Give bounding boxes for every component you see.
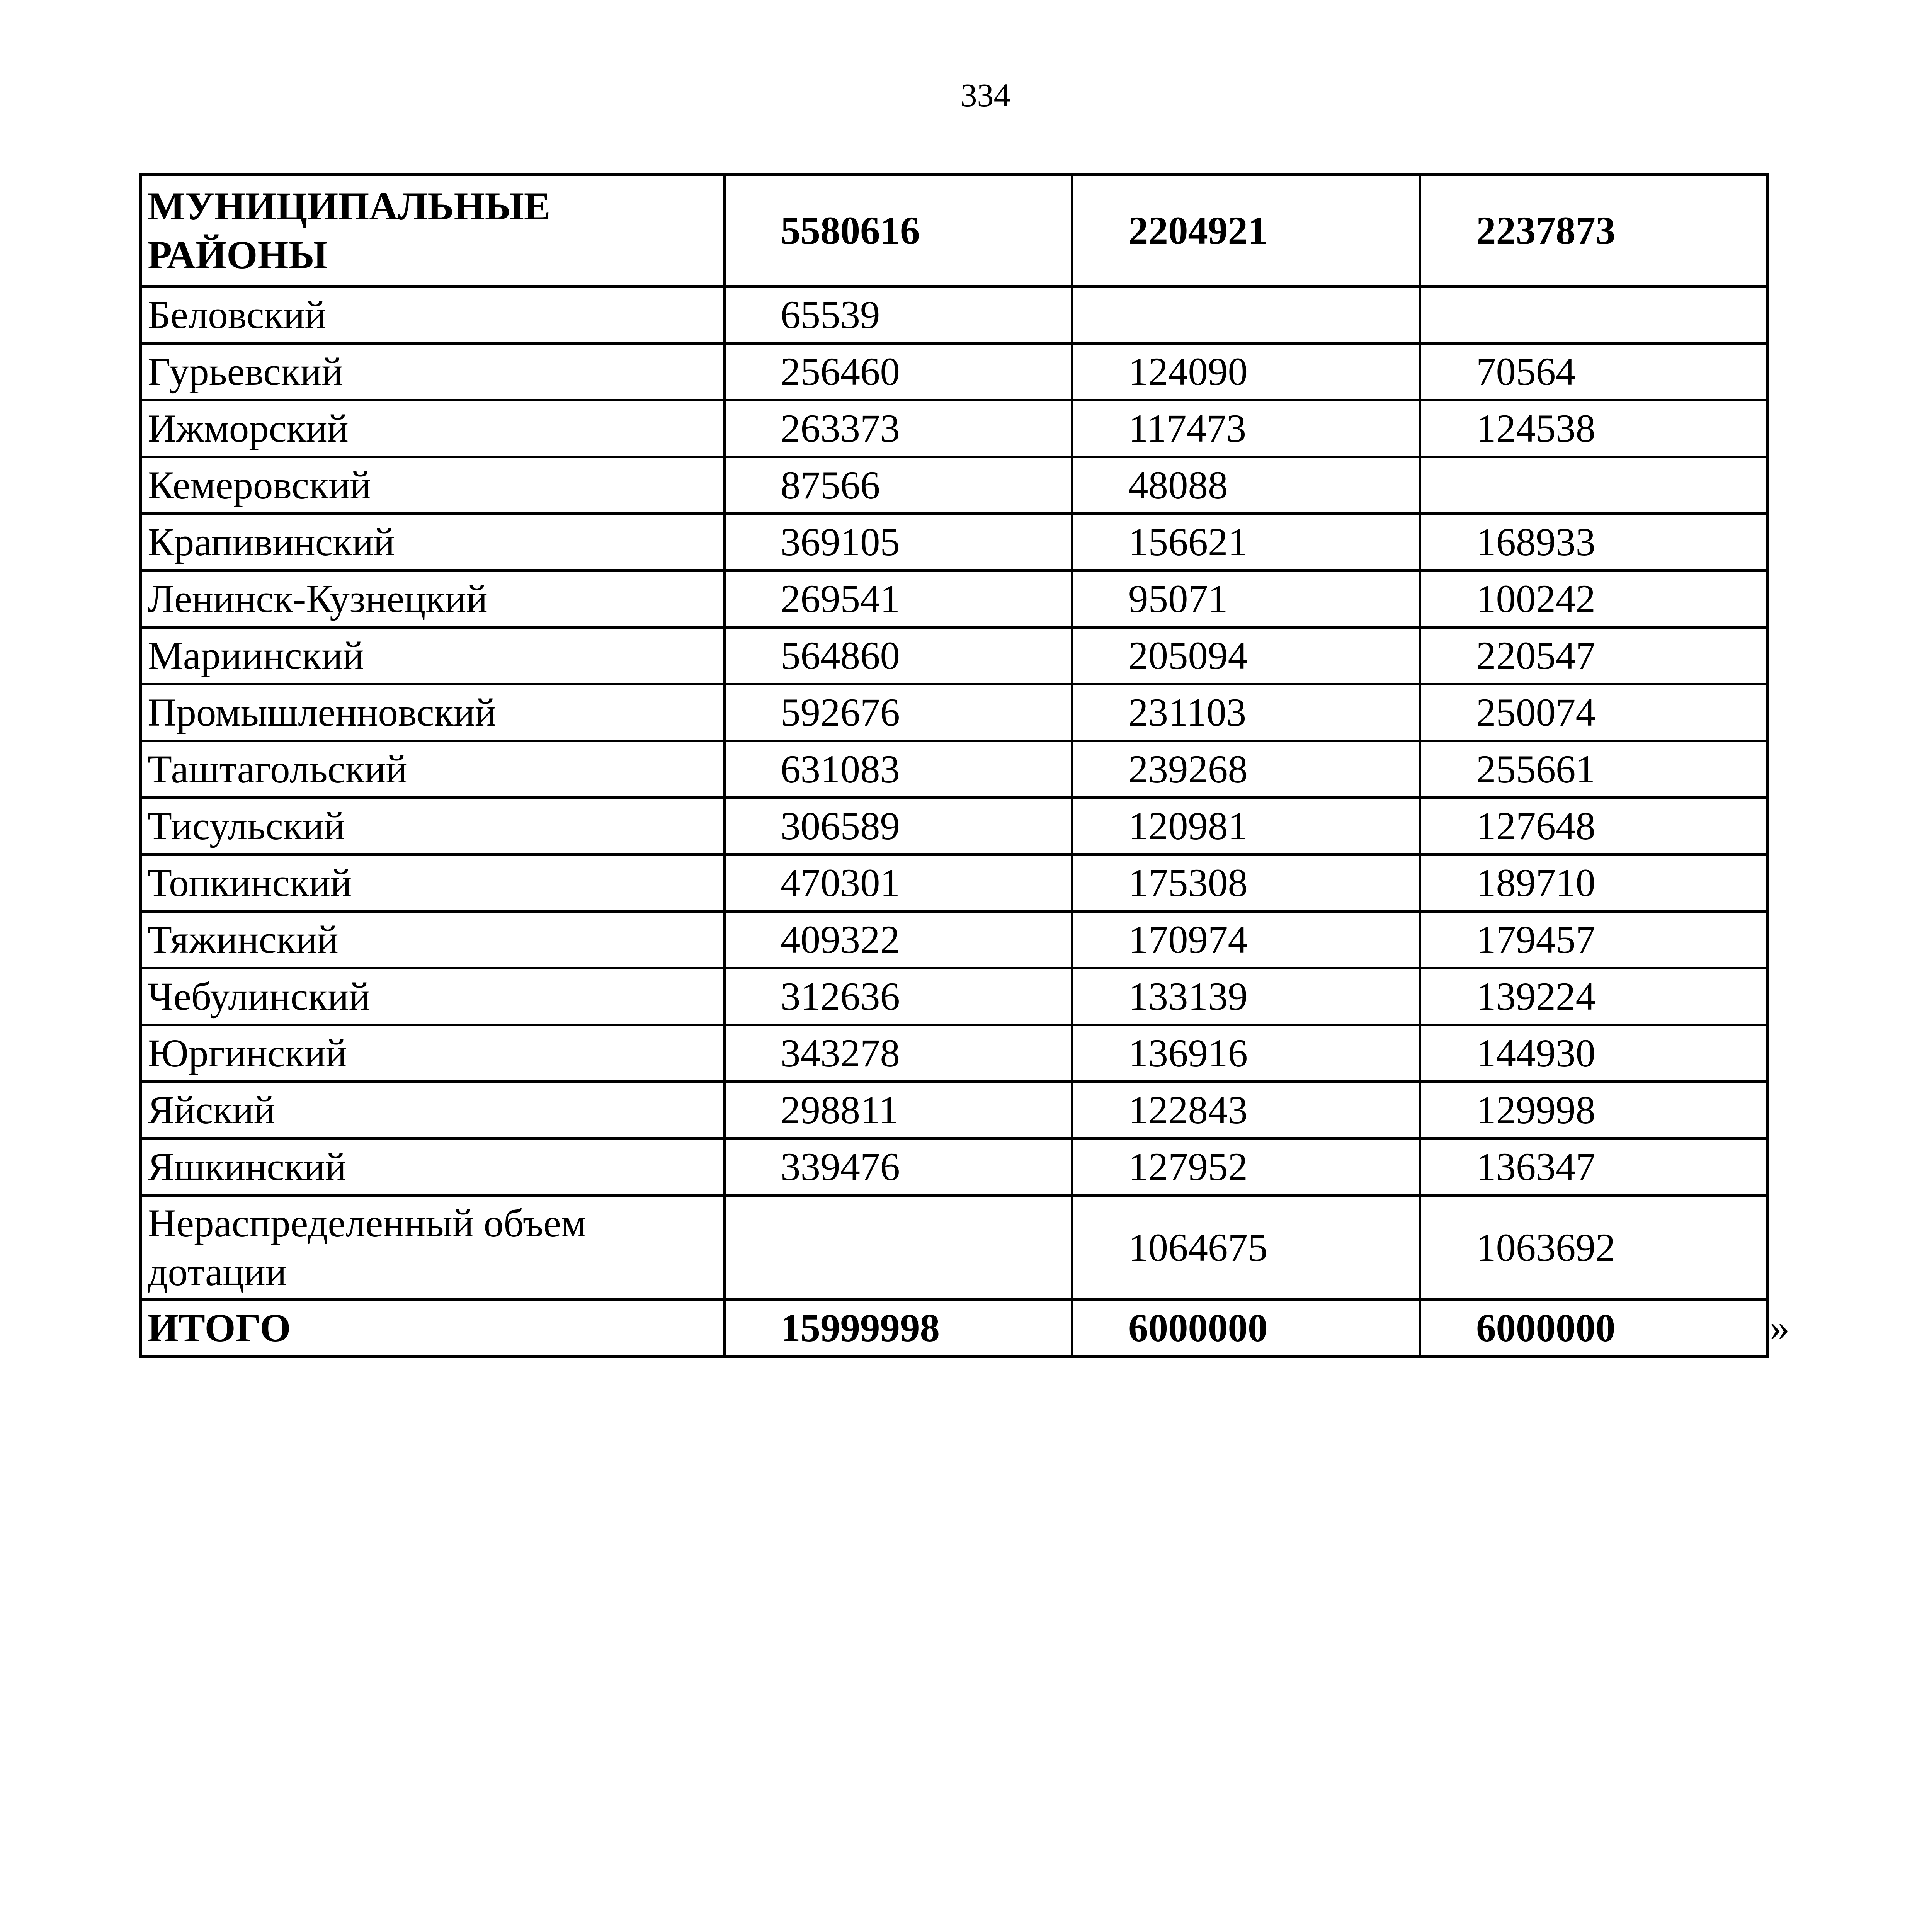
value-col1-cell: 369105 xyxy=(725,514,1072,571)
value-col3-cell: 100242 xyxy=(1420,571,1768,628)
value-col1-cell: 65539 xyxy=(725,287,1072,344)
value-col3-cell: 255661 xyxy=(1420,741,1768,798)
table-row xyxy=(141,344,1768,400)
table-row xyxy=(141,1082,1768,1139)
table-row xyxy=(141,684,1768,741)
value-col1-cell: 298811 xyxy=(725,1082,1072,1139)
header-col1-cell: 5580616 xyxy=(725,175,1072,287)
value-col1-cell: 263373 xyxy=(725,400,1072,457)
district-name-cell: Ленинск-Кузнецкий xyxy=(141,571,725,628)
value-col2-cell: 175308 xyxy=(1072,855,1420,912)
value-col2-cell: 133139 xyxy=(1072,968,1420,1025)
district-name-cell: Тяжинский xyxy=(141,912,725,968)
table-row xyxy=(141,1139,1768,1196)
value-col1-cell: 269541 xyxy=(725,571,1072,628)
table-row xyxy=(141,287,1768,344)
value-col3-cell: 168933 xyxy=(1420,514,1768,571)
district-name-cell: Мариинский xyxy=(141,628,725,684)
value-col2-cell: 231103 xyxy=(1072,684,1420,741)
value-col3-cell: 70564 xyxy=(1420,344,1768,400)
district-name-cell: Крапивинский xyxy=(141,514,725,571)
value-col3-cell: 179457 xyxy=(1420,912,1768,968)
district-name-cell: Яшкинский xyxy=(141,1139,725,1196)
value-col1-cell: 564860 xyxy=(725,628,1072,684)
table-row xyxy=(141,798,1768,855)
value-col2-cell: 156621 xyxy=(1072,514,1420,571)
budget-table xyxy=(139,173,1769,1358)
value-col2-cell: 48088 xyxy=(1072,457,1420,514)
value-col1-cell: 87566 xyxy=(725,457,1072,514)
value-col3-cell: 189710 xyxy=(1420,855,1768,912)
table-row xyxy=(141,1025,1768,1082)
table-row xyxy=(141,457,1768,514)
table-row xyxy=(141,855,1768,912)
unallocated-col3-cell: 1063692 xyxy=(1420,1196,1768,1300)
value-col2-cell: 117473 xyxy=(1072,400,1420,457)
value-col3-cell: 129998 xyxy=(1420,1082,1768,1139)
district-name-cell: Чебулинский xyxy=(141,968,725,1025)
table-row xyxy=(141,571,1768,628)
value-col2-cell: 205094 xyxy=(1072,628,1420,684)
value-col2-cell: 122843 xyxy=(1072,1082,1420,1139)
value-col3-cell xyxy=(1420,287,1768,344)
closing-quote-mark: » xyxy=(1770,1305,1790,1349)
table-row xyxy=(141,968,1768,1025)
value-col1-cell: 306589 xyxy=(725,798,1072,855)
value-col1-cell: 631083 xyxy=(725,741,1072,798)
district-name-cell: Таштагольский xyxy=(141,741,725,798)
value-col3-cell: 250074 xyxy=(1420,684,1768,741)
district-name-cell: Гурьевский xyxy=(141,344,725,400)
table-row xyxy=(141,514,1768,571)
district-name-cell: Яйский xyxy=(141,1082,725,1139)
value-col2-cell: 127952 xyxy=(1072,1139,1420,1196)
value-col3-cell xyxy=(1420,457,1768,514)
unallocated-row xyxy=(141,1196,1768,1300)
unallocated-name-cell: Нераспределенный объем дотации xyxy=(141,1196,725,1300)
value-col3-cell: 136347 xyxy=(1420,1139,1768,1196)
district-name-cell: Юргинский xyxy=(141,1025,725,1082)
header-name-cell: МУНИЦИПАЛЬНЫЕ РАЙОНЫ xyxy=(141,175,725,287)
district-name-cell: Промышленновский xyxy=(141,684,725,741)
total-name-cell: ИТОГО xyxy=(141,1300,725,1357)
total-col1-cell: 15999998 xyxy=(725,1300,1072,1357)
table-row xyxy=(141,912,1768,968)
value-col3-cell: 220547 xyxy=(1420,628,1768,684)
district-name-cell: Тисульский xyxy=(141,798,725,855)
value-col2-cell: 170974 xyxy=(1072,912,1420,968)
district-name-cell: Беловский xyxy=(141,287,725,344)
header-col2-cell: 2204921 xyxy=(1072,175,1420,287)
value-col1-cell: 409322 xyxy=(725,912,1072,968)
value-col2-cell: 136916 xyxy=(1072,1025,1420,1082)
unallocated-col2-cell: 1064675 xyxy=(1072,1196,1420,1300)
total-col3-cell: 6000000 xyxy=(1420,1300,1768,1357)
table-row xyxy=(141,400,1768,457)
value-col1-cell: 470301 xyxy=(725,855,1072,912)
value-col3-cell: 144930 xyxy=(1420,1025,1768,1082)
value-col3-cell: 139224 xyxy=(1420,968,1768,1025)
total-col2-cell: 6000000 xyxy=(1072,1300,1420,1357)
unallocated-col1-cell xyxy=(725,1196,1072,1300)
value-col2-cell: 95071 xyxy=(1072,571,1420,628)
value-col3-cell: 124538 xyxy=(1420,400,1768,457)
table-header-row xyxy=(141,175,1768,287)
value-col1-cell: 592676 xyxy=(725,684,1072,741)
page-number: 334 xyxy=(960,77,1010,114)
total-row xyxy=(141,1300,1768,1357)
district-name-cell: Ижморский xyxy=(141,400,725,457)
table-row xyxy=(141,628,1768,684)
header-col3-cell: 2237873 xyxy=(1420,175,1768,287)
value-col1-cell: 312636 xyxy=(725,968,1072,1025)
value-col1-cell: 256460 xyxy=(725,344,1072,400)
value-col1-cell: 343278 xyxy=(725,1025,1072,1082)
district-name-cell: Топкинский xyxy=(141,855,725,912)
value-col3-cell: 127648 xyxy=(1420,798,1768,855)
value-col2-cell xyxy=(1072,287,1420,344)
value-col1-cell: 339476 xyxy=(725,1139,1072,1196)
value-col2-cell: 124090 xyxy=(1072,344,1420,400)
value-col2-cell: 120981 xyxy=(1072,798,1420,855)
value-col2-cell: 239268 xyxy=(1072,741,1420,798)
table-row xyxy=(141,741,1768,798)
district-name-cell: Кемеровский xyxy=(141,457,725,514)
